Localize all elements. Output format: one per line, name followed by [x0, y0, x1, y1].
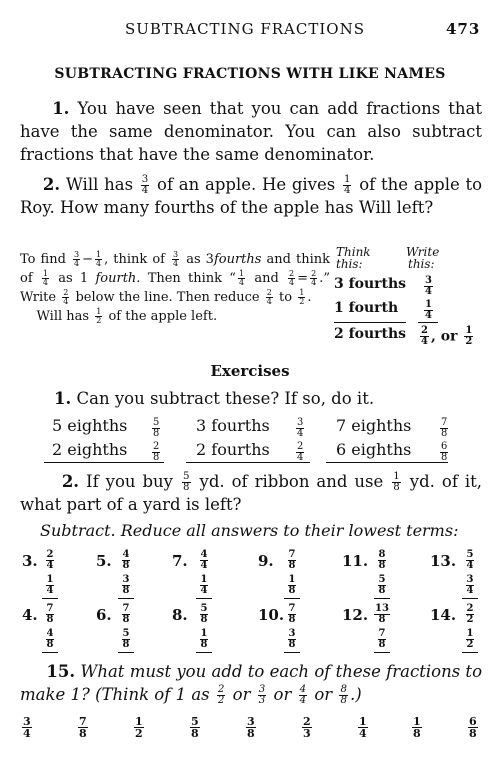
exercise-2-text-b: yd. of ribbon and use — [199, 472, 384, 491]
problem-number: 3. — [22, 552, 38, 570]
fraction: 5 8 — [200, 603, 208, 625]
word-fraction-bottom: 2 eighths — [52, 440, 128, 459]
think-row-label: 1 fourth — [334, 300, 399, 316]
fraction: $\frac{6}{8}$ — [469, 715, 477, 740]
fraction: $\frac{1}{8}$ — [413, 715, 421, 740]
fraction: 8 8 — [378, 549, 386, 571]
fraction: $\frac{2}{3}$ — [303, 715, 311, 740]
fraction-stack — [284, 550, 300, 599]
subtract-line — [462, 652, 478, 653]
fraction-stack — [42, 604, 58, 653]
fraction: $\frac{2}{4}$ — [311, 268, 317, 287]
explain-text: think of — [113, 252, 165, 267]
explain-italic: fourths — [213, 252, 262, 267]
subtract-line — [462, 598, 478, 599]
think-label-2: this: — [336, 257, 363, 271]
paragraph-2-text-b: of an apple. He gives — [157, 175, 336, 194]
exercise-15-text-a: What must you add to each of these fractions to make 1? — [20, 662, 483, 704]
exercise-2-number: 2. — [61, 472, 80, 491]
explain-text: Will has — [36, 309, 90, 324]
paragraph-1-text: You have seen that you can add fractions that have the same denominator. You can also subtract fractions that have the same denominator. — [20, 99, 482, 164]
fraction: 2 8 — [153, 441, 160, 463]
subtract-line — [42, 652, 58, 653]
word-fraction — [196, 416, 316, 439]
exercise-15-text-f: .) — [349, 685, 362, 704]
fraction: $\frac{2}{4}$ — [289, 268, 295, 287]
problem-number: 12. — [342, 606, 369, 624]
subtract-line — [418, 322, 438, 323]
exercise-1-text: Can you subtract these? If so, do it. — [76, 389, 375, 408]
fraction: 2 2 — [466, 603, 474, 625]
fraction: 13 8 — [375, 603, 389, 625]
paragraph-2-text-a: Will has — [65, 175, 134, 194]
exercise-2-text-a: If you buy — [86, 472, 174, 491]
problem-number: 14. — [430, 606, 457, 624]
fraction: 3 8 — [288, 628, 296, 650]
fraction-item — [132, 716, 146, 739]
explain-italic: fourth. — [95, 271, 141, 286]
word-fraction-top: 5 eighths — [52, 416, 128, 435]
word-fraction-top: 3 fourths — [196, 416, 270, 435]
fraction-stack — [196, 550, 212, 599]
exercise-15-text-c: or — [232, 685, 251, 704]
section-title: SUBTRACTING FRACTIONS WITH LIKE NAMES — [54, 66, 446, 82]
word-fraction — [52, 416, 172, 439]
fraction-stack — [118, 604, 134, 653]
fraction-stack — [118, 550, 134, 599]
think-label: Think — [336, 245, 371, 259]
subtract-line — [284, 598, 300, 599]
fraction: $\frac{1}{2}$ — [96, 306, 102, 325]
fraction: $\frac{2}{2}$ — [217, 683, 225, 706]
problem-number: 6. — [96, 606, 112, 624]
subtract-line — [326, 462, 448, 463]
exercise-2-text-c: yd. of it, what part of a yard is left? — [20, 472, 483, 515]
subtract-line — [44, 462, 164, 463]
word-fraction — [196, 440, 316, 463]
fraction: 6 8 — [441, 441, 448, 463]
write-label: Write — [406, 245, 440, 259]
fraction-item — [410, 716, 424, 739]
paragraph-1-number: 1. — [52, 99, 70, 118]
explanation: To find $\frac{3}{4}$ − $\frac{1}{4}$ , think of $\frac{3}{4}$ as 3fourths and think of $\frac{1}{4}$ as 1 fourth. Then think “ $\frac{1}{4}$ and $\frac{2}{4}$ = $\frac{2}{4}$ .” Write $\frac{2}{4}$ below the line. Then reduce $\frac{2}{4}$ to $\frac{1}{2}$ . Will has $\frac{1}{2}$ of the apple left. — [20, 249, 330, 325]
fraction: $\frac{1}{4}$ — [42, 268, 49, 287]
explain-text: below the line. Then reduce — [75, 290, 260, 305]
fraction: 4 8 — [46, 628, 54, 650]
fraction: $\frac{1}{4}$ — [343, 173, 351, 196]
fraction: 7 8 — [46, 603, 54, 625]
fraction: 1 2 — [466, 628, 474, 650]
explain-text: .” Write — [20, 271, 330, 305]
instructions: Subtract. Reduce all answers to their lowest terms: — [40, 521, 459, 540]
fraction-stack — [374, 550, 390, 599]
explain-text: and think of — [20, 252, 330, 286]
fraction: $\frac{1}{2}$ — [299, 287, 305, 306]
fraction: 5 8 — [378, 574, 386, 596]
fraction: $\frac{3}{4}$ — [23, 715, 31, 740]
exercises-title: Exercises — [210, 362, 290, 380]
fraction-item — [20, 716, 34, 739]
fraction: 1 8 — [200, 628, 208, 650]
fraction: 7 8 — [441, 417, 448, 439]
exercise-2 — [20, 470, 482, 516]
problem-number: 5. — [96, 552, 112, 570]
fraction-stack — [284, 604, 300, 653]
fraction: $\frac{1}{4}$ — [359, 715, 367, 740]
fraction: $\frac{2}{4}$ — [63, 287, 69, 306]
fraction: 7 8 — [378, 628, 386, 650]
think-row-label: 3 fourths — [334, 276, 407, 292]
explain-text: of the apple left. — [108, 309, 218, 324]
think-row-label: 2 fourths — [334, 326, 407, 342]
fraction: 4 8 — [122, 549, 130, 571]
fraction: $\frac{2}{4}$ — [266, 287, 272, 306]
fraction-item — [300, 716, 314, 739]
exercise-1 — [54, 388, 374, 410]
word-fraction — [52, 440, 172, 463]
fraction: 5 4 — [466, 549, 474, 571]
fraction: $\frac{3}{4}$ — [173, 249, 179, 268]
fraction: $\frac{8}{8}$ — [340, 683, 347, 706]
problem-number: 11. — [342, 552, 369, 570]
fraction: 1 8 — [288, 574, 296, 596]
problem-number: 4. — [22, 606, 38, 624]
subtract-line — [284, 652, 300, 653]
fraction: 3 8 — [122, 574, 130, 596]
exercise-15 — [20, 660, 482, 706]
problem-number: 7. — [172, 552, 188, 570]
subtract-line — [196, 598, 212, 599]
fraction: 1 4 — [425, 299, 432, 321]
problem-number: 9. — [258, 552, 274, 570]
explain-text: To find — [20, 252, 66, 267]
word-fraction-bottom: 6 eighths — [336, 440, 412, 459]
subtract-line — [374, 652, 390, 653]
fraction: 4 4 — [200, 549, 208, 571]
or-text: , or — [430, 328, 458, 345]
running-title: SUBTRACTING FRACTIONS — [125, 20, 365, 38]
subtract-line — [374, 598, 390, 599]
write-label-2: this: — [408, 257, 435, 271]
fraction: $\frac{1}{8}$ — [393, 470, 400, 493]
explain-text: as 1 — [58, 271, 89, 286]
fraction: $\frac{1}{2}$ — [465, 325, 473, 347]
fraction-stack — [462, 604, 478, 653]
fraction: 2 4 — [46, 549, 54, 571]
subtract-line — [196, 652, 212, 653]
fraction: $\frac{7}{8}$ — [79, 715, 87, 740]
explain-text: to — [279, 290, 293, 305]
problem-number: 8. — [172, 606, 188, 624]
fraction: 3 4 — [466, 574, 474, 596]
fraction-stack — [374, 604, 390, 653]
fraction: 7 8 — [288, 549, 296, 571]
fraction: 7 8 — [288, 603, 296, 625]
answer — [418, 326, 475, 347]
word-fraction — [336, 440, 466, 463]
problem-number: 13. — [430, 552, 457, 570]
fraction: $\frac{3}{4}$ — [73, 249, 80, 268]
fraction: $\frac{3}{3}$ — [258, 683, 266, 706]
exercise-15-text-e: or — [314, 685, 333, 704]
word-fraction — [336, 416, 466, 439]
fraction: 3 4 — [297, 417, 304, 439]
fraction-item — [466, 716, 480, 739]
fraction-stack — [462, 550, 478, 599]
fraction: 5 8 — [153, 417, 160, 439]
fraction-item — [76, 716, 90, 739]
exercise-15-text-d: or — [273, 685, 292, 704]
fraction: $\frac{4}{4}$ — [299, 683, 307, 706]
exercise-15-number: 15. — [46, 662, 76, 681]
fraction-item — [188, 716, 202, 739]
paragraph-2 — [20, 173, 482, 219]
fraction: 5 8 — [122, 628, 130, 650]
fraction: 7 8 — [122, 603, 130, 625]
fraction: 3 4 — [425, 275, 432, 297]
fraction: $\frac{5}{8}$ — [183, 470, 190, 493]
subtract-line — [334, 322, 406, 323]
subtract-line — [186, 462, 310, 463]
fraction: $\frac{3}{8}$ — [247, 715, 255, 740]
paragraph-1 — [20, 97, 482, 166]
fraction: $\frac{5}{8}$ — [191, 715, 199, 740]
subtract-line — [118, 652, 134, 653]
paragraph-2-number: 2. — [42, 175, 61, 194]
exercise-15-text-b: (Think of 1 as — [95, 685, 210, 704]
fraction: $\frac{3}{4}$ — [141, 173, 149, 196]
fraction-stack — [42, 550, 58, 599]
fraction: $\frac{1}{2}$ — [135, 715, 143, 740]
explain-text: as 3 — [186, 252, 214, 267]
fraction-item — [356, 716, 370, 739]
fraction: 1 4 — [46, 574, 54, 596]
word-fraction-top: 7 eighths — [336, 416, 412, 435]
explain-text: and — [254, 271, 279, 286]
problem-number: 10. — [258, 606, 285, 624]
exercise-1-number: 1. — [54, 389, 72, 408]
fraction-stack — [196, 604, 212, 653]
fraction: 1 4 — [200, 574, 208, 596]
paragraph-2-text-c: of the apple to Roy. How many fourths of the apple has Will left? — [20, 175, 483, 218]
fraction: $\frac{1}{4}$ — [238, 268, 245, 287]
subtract-line — [42, 598, 58, 599]
explain-text: Then think “ — [147, 271, 236, 286]
fraction-item — [244, 716, 258, 739]
fraction: 2 4 — [297, 441, 304, 463]
page-number: 473 — [446, 20, 481, 38]
subtract-line — [118, 598, 134, 599]
fraction: $\frac{2}{4}$ — [421, 325, 428, 347]
word-fraction-bottom: 2 fourths — [196, 440, 270, 459]
fraction: $\frac{1}{4}$ — [95, 249, 102, 268]
